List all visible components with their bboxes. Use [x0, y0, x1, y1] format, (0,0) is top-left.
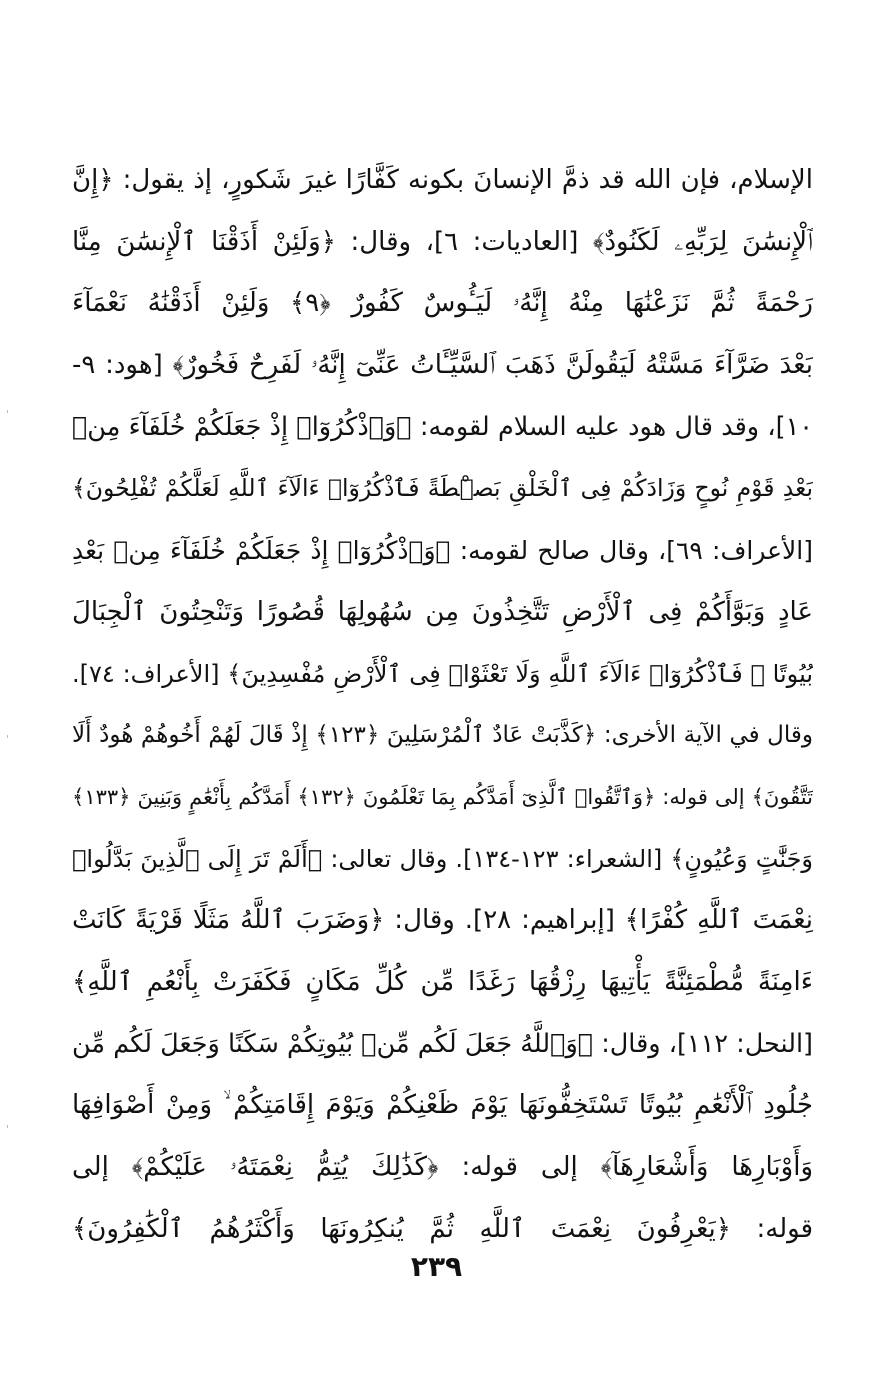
text-line: جُلُودِ ٱلْأَنْعَٰمِ بُيُوتًا تَسْتَخِفُّونَهَا يَوْمَ ظَعْنِكُمْ وَيَوْمَ إِقَامَتِكُمْ ۙ وَمِنْ أَصْوَافِهَا	[72, 1090, 813, 1121]
page-number: ٢٣٩	[410, 1250, 463, 1283]
text-line: وَجَنَّٰتٍ وَعُيُونٍ﴾ [الشعراء: ١٢٣-١٣٤]. وقال تعالى: ﴿أَلَمْ تَرَ إِلَى ٱلَّذِينَ بَدَّلُوا۟	[72, 844, 813, 873]
text-line: قوله: ﴿يَعْرِفُونَ نِعْمَتَ ٱللَّهِ ثُمَّ يُنكِرُونَهَا وَأَكْثَرُهُمُ ٱلْكَٰفِرُونَ﴾	[72, 1213, 813, 1244]
text-line: وَأَوْبَارِهَا وَأَشْعَارِهَآ﴾ إلى قوله: ﴿كَذَٰلِكَ يُتِمُّ نِعْمَتَهُۥ عَلَيْكُمْ﴾ إلى	[72, 1152, 813, 1182]
text-line: نِعْمَتَ ٱللَّهِ كُفْرًا﴾ [إبراهيم: ٢٨]. وقال: ﴿وَضَرَبَ ٱللَّهُ مَثَلًا قَرْيَةً كَانَتْ	[72, 905, 813, 936]
text-line: الإسلام، فإن الله قد ذمَّ الإنسانَ بكونه كَفَّارًا غيرَ شَكورٍ، إذ يقول: ﴿إِنَّ	[72, 165, 813, 195]
text-line: عَادٍ وَبَوَّأَكُمْ فِى ٱلْأَرْضِ تَتَّخِذُونَ مِن سُهُولِهَا قُصُورًا وَتَنْحِتُونَ ٱلْجِبَالَ	[72, 596, 813, 627]
body-text	[72, 150, 813, 1260]
text-line: [النحل: ١١٢]، وقال: ﴿وَٱللَّهُ جَعَلَ لَكُم مِّنۢ بُيُوتِكُمْ سَكَنًا وَجَعَلَ لَكُم مِّن	[72, 1028, 813, 1059]
text-line: بَعْدِ قَوْمِ نُوحٍ وَزَادَكُمْ فِى ٱلْخَلْقِ بَصْۜطَةً فَٱذْكُرُوٓا۟ ءَالَآءَ ٱللَّهِ لَعَلَّكُمْ تُفْلِحُونَ﴾	[72, 474, 813, 503]
text-line: وقال في الآية الأخرى: ﴿كَذَّبَتْ عَادٌ ٱلْمُرْسَلِينَ ﴿١٢٣﴾ إِذْ قَالَ لَهُمْ أَخُوهُمْ هُودٌ أَلَا	[72, 722, 813, 749]
text-line: [الأعراف: ٦٩]، وقال صالح لقومه: ﴿وَٱذْكُرُوٓا۟ إِذْ جَعَلَكُمْ خُلَفَآءَ مِنۢ بَعْدِ	[72, 536, 813, 566]
text-line: تَتَّقُونَ﴾ إلى قوله: ﴿وَٱتَّقُوا۟ ٱلَّذِىٓ أَمَدَّكُم بِمَا تَعْلَمُونَ ﴿١٣٢﴾ أَمَدَّكُم بِأَنْعَٰمٍ وَبَنِينَ ﴿١٣٣﴾	[72, 784, 813, 809]
text-line: بُيُوتًا ۖ فَٱذْكُرُوٓا۟ ءَالَآءَ ٱللَّهِ وَلَا تَعْثَوْا۟ فِى ٱلْأَرْضِ مُفْسِدِينَ﴾ [الأعراف: ٧٤].	[72, 659, 813, 688]
scan-edge-mark	[7, 410, 8, 413]
scan-edge-mark	[7, 735, 8, 738]
text-line: ءَامِنَةً مُّطْمَئِنَّةً يَأْتِيهَا رِزْقُهَا رَغَدًا مِّن كُلِّ مَكَانٍ فَكَفَرَتْ بِأَنْعُمِ ٱللَّهِ﴾	[72, 966, 813, 997]
text-line: بَعْدَ ضَرَّآءَ مَسَّتْهُ لَيَقُولَنَّ ذَهَبَ ٱلسَّيِّـَٔاتُ عَنِّىٓ إِنَّهُۥ لَفَرِحٌ فَخُورٌ﴾ [هود: ٩-	[72, 350, 813, 381]
text-line: ١٠]، وقد قال هود عليه السلام لقومه: ﴿وَٱذْكُرُوٓا۟ إِذْ جَعَلَكُمْ خُلَفَآءَ مِنۢ	[72, 411, 813, 442]
scan-edge-mark	[7, 1125, 8, 1128]
text-line: رَحْمَةً ثُمَّ نَزَعْنَٰهَا مِنْهُ إِنَّهُۥ لَيَـُٔوسٌ كَفُورٌ ﴿٩﴾ وَلَئِنْ أَذَقْنَٰهُ نَعْمَآءَ	[72, 288, 813, 319]
text-line: ٱلْإِنسَٰنَ لِرَبِّهِۦ لَكَنُودٌ﴾ [العاديات: ٦]، وقال: ﴿وَلَئِنْ أَذَقْنَا ٱلْإِنسَٰنَ مِنَّا	[72, 226, 813, 257]
